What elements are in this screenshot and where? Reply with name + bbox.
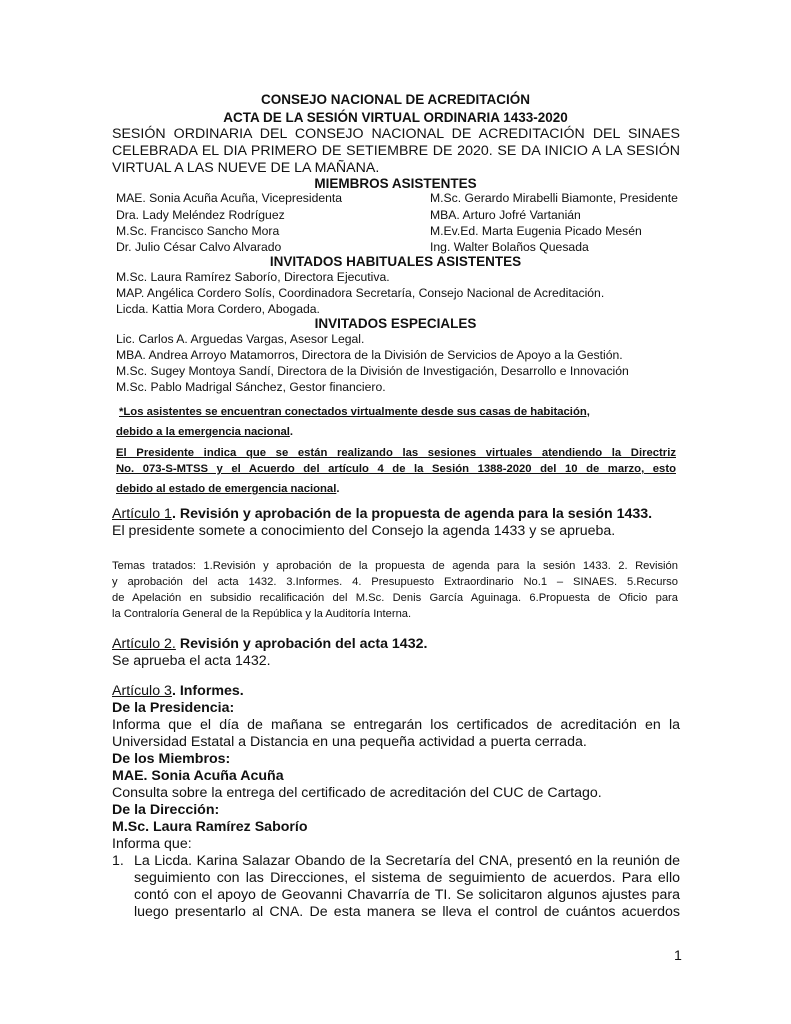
- presidency-heading: De la Presidencia:: [112, 700, 235, 716]
- president-notice-period: .: [336, 483, 340, 495]
- member-left-3: M.Sc. Francisco Sancho Mora: [116, 224, 280, 238]
- member-right-4: Ing. Walter Bolaños Quesada: [430, 240, 589, 254]
- article-2-title: Revisión y aprobación del acta 1432.: [179, 636, 428, 652]
- list-item-1-line-3: contó con el apoyo de Geovanni Chavarría de TI. Se solicitaron algunos ajustes para: [134, 887, 680, 903]
- article-2-heading: [112, 636, 427, 652]
- article-3-sep: .: [171, 683, 180, 699]
- topics-line-1: Temas tratados: 1.Revisión y aprobación de la propuesta de agenda para la sesión 1433. 2. Revisión: [112, 560, 678, 572]
- article-1-label: Artículo 1: [112, 506, 172, 522]
- member-report-name: MAE. Sonia Acuña Acuña: [112, 768, 284, 784]
- special-guest-1: Lic. Carlos A. Arguedas Vargas, Asesor Legal.: [116, 332, 365, 346]
- article-1-sep: .: [171, 506, 180, 522]
- topics-line-4: la Contraloría General de la República y la Auditoría Interna.: [112, 608, 412, 620]
- special-guests-heading: INVITADOS ESPECIALES: [314, 316, 477, 331]
- members-heading: MIEMBROS ASISTENTES: [314, 176, 477, 191]
- special-guest-2: MBA. Andrea Arroyo Matamorros, Directora de la División de Servicios de Apoyo a la Gestión.: [116, 348, 623, 362]
- member-right-1: M.Sc. Gerardo Mirabelli Biamonte, Presidente: [430, 191, 678, 205]
- article-1-title: Revisión y aprobación de la propuesta de agenda para la sesión 1433.: [179, 506, 653, 522]
- act-title: ACTA DE LA SESIÓN VIRTUAL ORDINARIA 1433-2020: [223, 110, 568, 125]
- special-guest-4: M.Sc. Pablo Madrigal Sánchez, Gestor financiero.: [116, 380, 386, 394]
- article-1-body: El presidente somete a conocimiento del Consejo la agenda 1433 y se aprueba.: [112, 523, 616, 539]
- director-name: M.Sc. Laura Ramírez Saborío: [112, 819, 308, 835]
- intro-line-2: CELEBRADA EL DIA PRIMERO DE SETIEMBRE DE 2020. SE DA INICIO A LA SESIÓN: [112, 143, 680, 159]
- list-item-1-line-4: luego presentarlo al CNA. De esta manera se lleva el control de cuántos acuerdos: [134, 904, 680, 920]
- direction-heading: De la Dirección:: [112, 802, 220, 818]
- article-3-label: Artículo 3: [112, 683, 172, 699]
- member-right-3: M.Ev.Ed. Marta Eugenia Picado Mesén: [430, 224, 642, 238]
- habitual-guest-2: MAP. Angélica Cordero Solís, Coordinadora Secretaría, Consejo Nacional de Acreditación.: [116, 286, 605, 300]
- president-notice-line-2: No. 073-S-MTSS y el Acuerdo del artículo 4 de la Sesión 1388-2020 del 10 de marzo, esto: [116, 463, 676, 475]
- habitual-guest-1: M.Sc. Laura Ramírez Saborío, Directora Ejecutiva.: [116, 270, 390, 284]
- virtual-notice-text: debido a la emergencia nacional: [116, 426, 290, 438]
- list-item-1-line-2: seguimiento con las Direcciones, el sistema de seguimiento de acuerdos. Para ello: [134, 870, 680, 886]
- article-2-body: Se aprueba el acta 1432.: [112, 653, 271, 669]
- director-intro: Informa que:: [112, 836, 192, 852]
- presidency-line-1: Informa que el día de mañana se entregarán los certificados de acreditación en la: [112, 717, 680, 733]
- article-2-label: Artículo 2.: [112, 636, 176, 652]
- habitual-guests-heading: INVITADOS HABITUALES ASISTENTES: [269, 254, 522, 269]
- special-guest-3: M.Sc. Sugey Montoya Sandí, Directora de la División de Investigación, Desarrollo e Innovación: [116, 364, 629, 378]
- member-left-4: Dr. Julio César Calvo Alvarado: [116, 240, 282, 254]
- topics-line-2: y aprobación del acta 1432. 3.Informes. 4. Presupuesto Extraordinario No.1 – SINAES. 5.Recurso: [112, 576, 678, 588]
- article-3-heading: [112, 683, 244, 699]
- intro-line-1: SESIÓN ORDINARIA DEL CONSEJO NACIONAL DE ACREDITACIÓN DEL SINAES: [112, 126, 680, 142]
- habitual-guest-3: Licda. Kattia Mora Cordero, Abogada.: [116, 302, 320, 316]
- virtual-notice-line-1: *Los asistentes se encuentran conectados virtualmente desde sus casas de habitación,: [119, 406, 590, 418]
- presidency-line-2: Universidad Estatal a Distancia en una pequeña actividad a puerta cerrada.: [112, 734, 587, 750]
- article-1-heading: [112, 506, 652, 522]
- member-right-2: MBA. Arturo Jofré Vartanián: [430, 208, 581, 222]
- virtual-notice-period: .: [289, 426, 294, 438]
- member-report-text: Consulta sobre la entrega del certificado de acreditación del CUC de Cartago.: [112, 785, 602, 801]
- org-title: CONSEJO NACIONAL DE ACREDITACIÓN: [260, 92, 531, 107]
- president-notice-text: debido al estado de emergencia nacional: [116, 483, 337, 495]
- intro-line-3: VIRTUAL A LAS NUEVE DE LA MAÑANA.: [112, 160, 380, 176]
- list-item-1-number: 1.: [112, 853, 124, 869]
- member-left-2: Dra. Lady Meléndez Rodríguez: [116, 208, 285, 222]
- member-left-1: MAE. Sonia Acuña Acuña, Vicepresidenta: [116, 191, 343, 205]
- president-notice-line-3: [116, 479, 340, 497]
- virtual-notice-line-2: [116, 422, 293, 440]
- topics-line-3: de Apelación en subsidio recalificación del M.Sc. Denis García Aguinaga. 6.Propuesta de Oficio para: [112, 592, 678, 604]
- page-number: 1: [674, 948, 682, 964]
- members-report-heading: De los Miembros:: [112, 751, 231, 767]
- president-notice-line-1: El Presidente indica que se están realizando las sesiones virtuales atendiendo la Directriz: [116, 447, 676, 459]
- article-3-title: Informes.: [179, 683, 244, 699]
- list-item-1-line-1: La Licda. Karina Salazar Obando de la Secretaría del CNA, presentó en la reunión de: [134, 853, 680, 869]
